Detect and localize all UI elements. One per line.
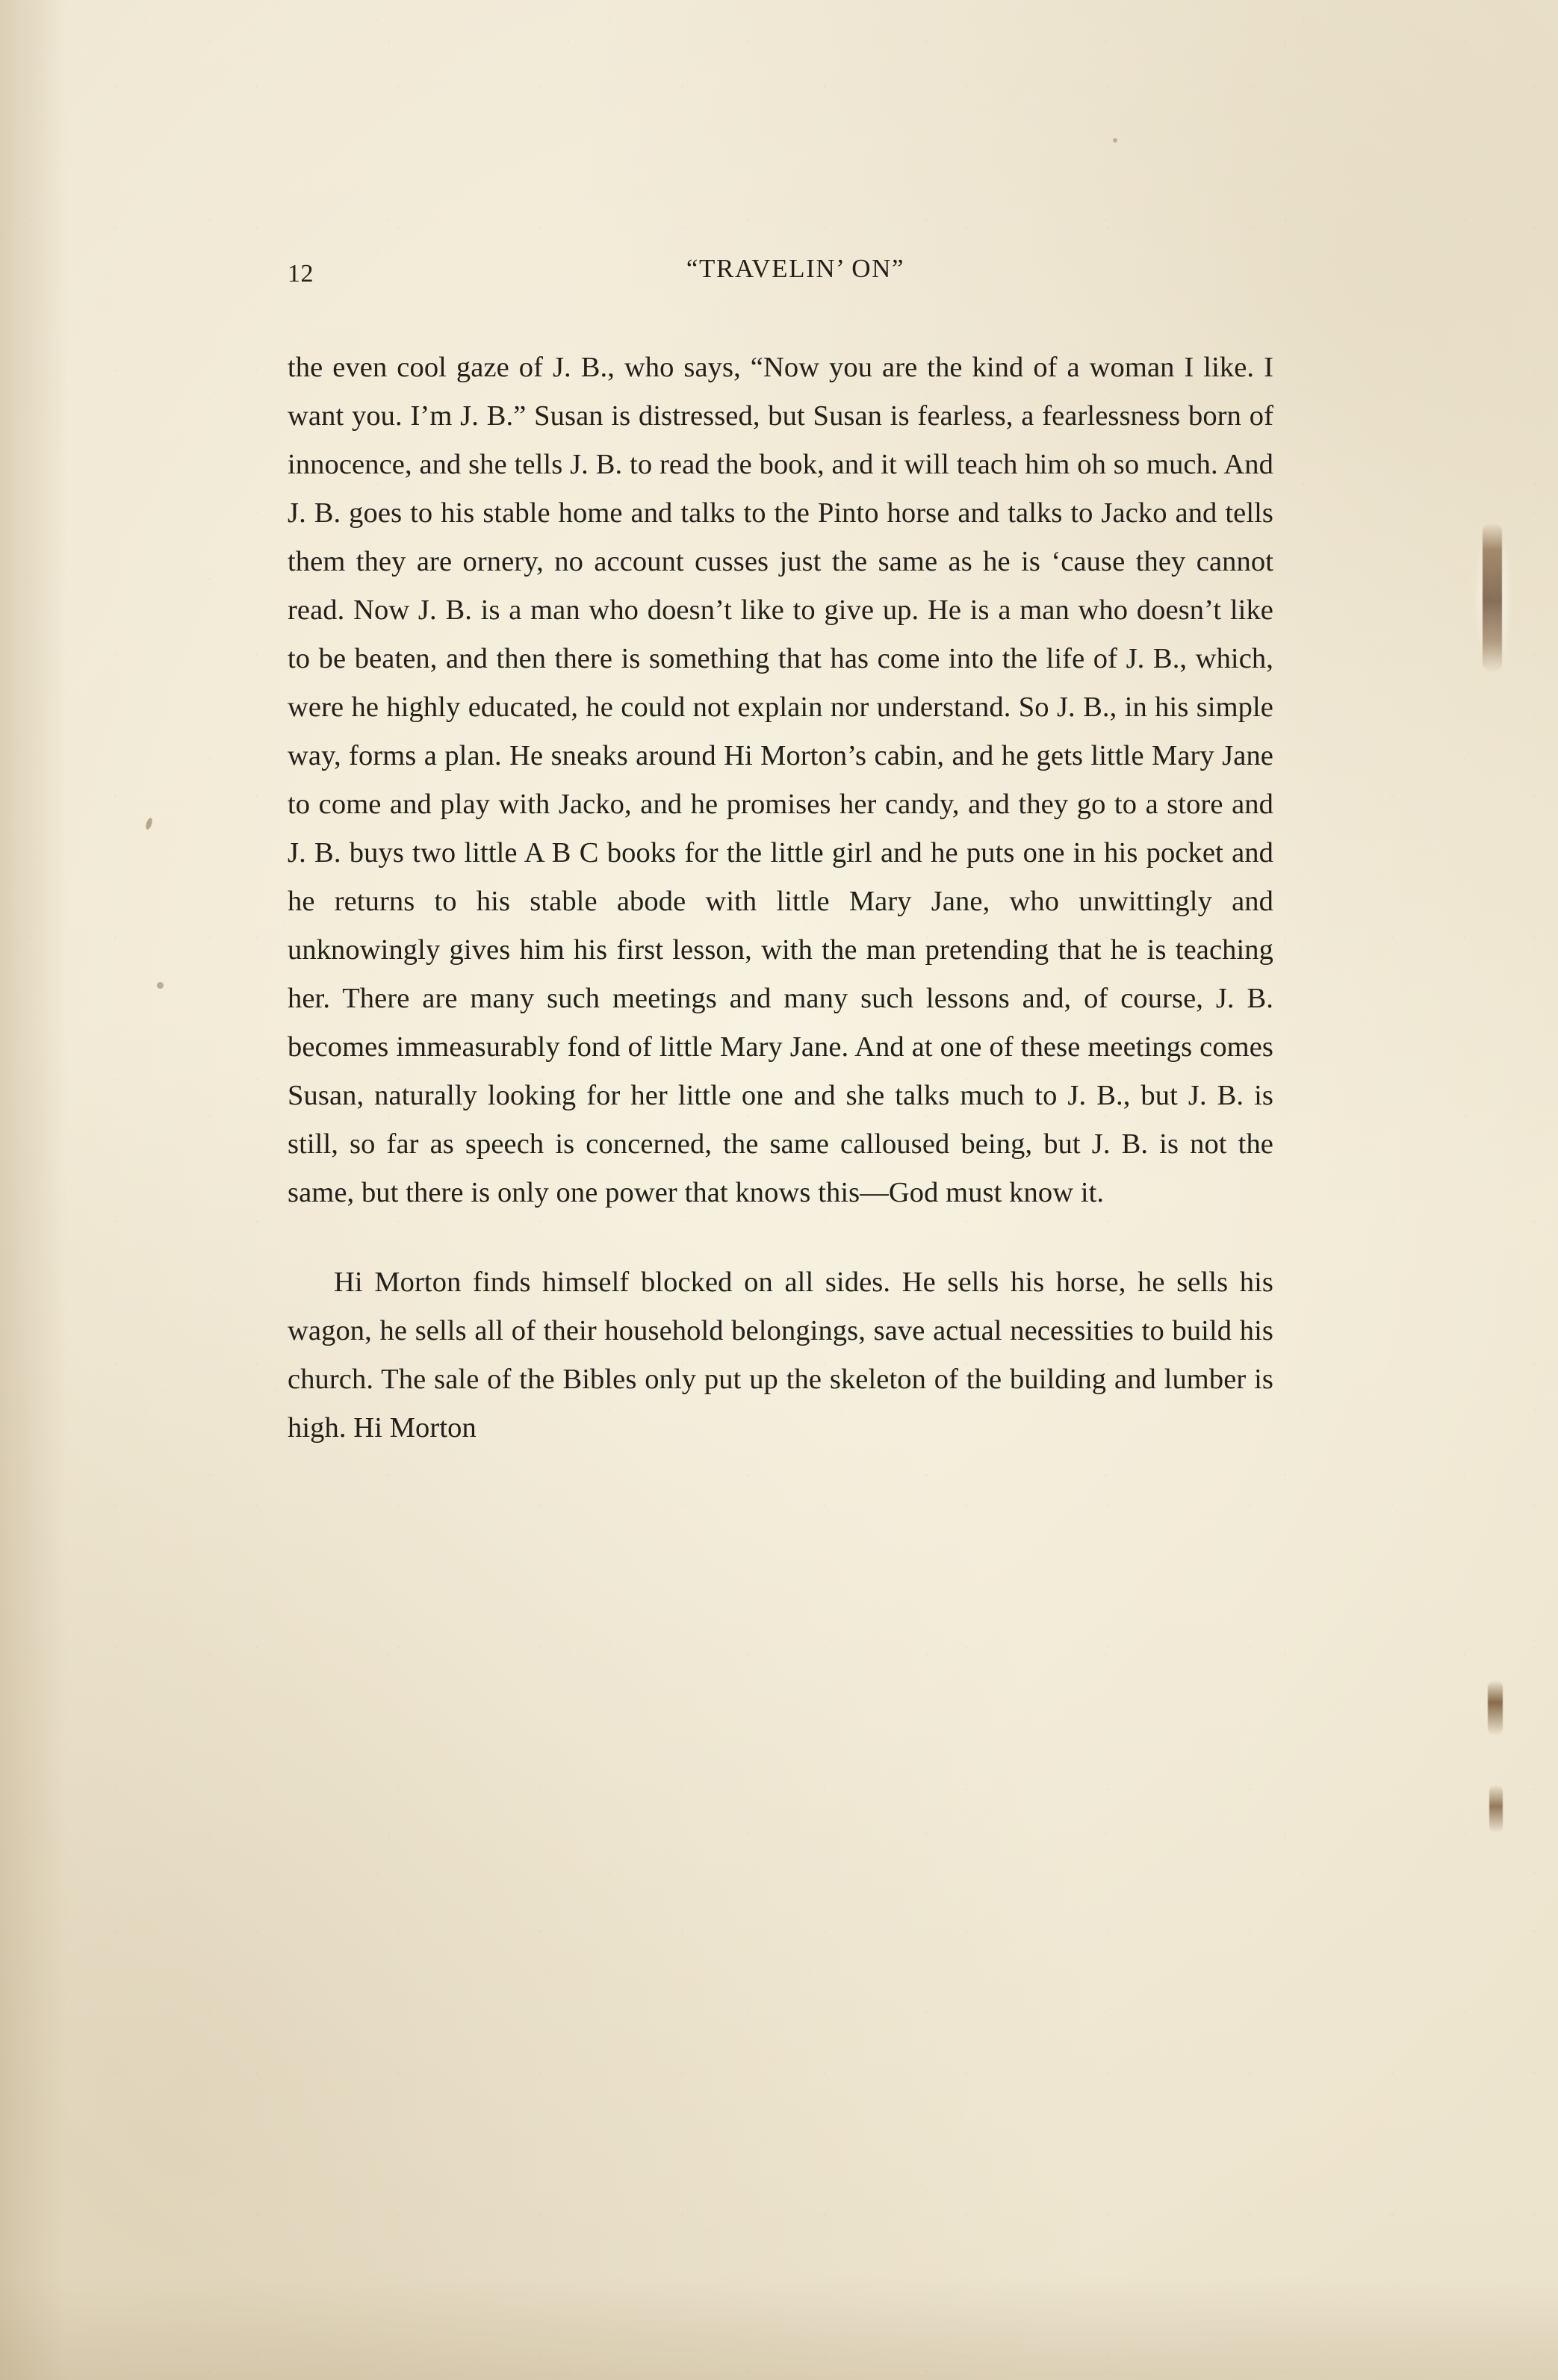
running-head <box>288 254 1273 299</box>
running-head-title: “TRAVELIN’ ON” <box>686 254 905 283</box>
paper-fleck <box>157 982 164 989</box>
body-paragraph: Hi Morton finds himself blocked on all sides. He sells his horse, he sells his wagon, he sells all of their household belongings, save actual necessities to build his church. The sale of the Bibles only put up the skeleton of the building and lumber is high. Hi Morton <box>288 1267 1273 1444</box>
staple-mark-top <box>1483 523 1502 672</box>
staple-mark-lower <box>1489 1785 1503 1833</box>
text-block <box>288 254 1273 1452</box>
paper-fleck <box>1113 138 1117 143</box>
page-edge-shadow-left <box>0 0 67 2380</box>
page-number: 12 <box>288 260 314 288</box>
page-edge-shadow-bottom <box>0 2275 1558 2380</box>
binding-halo <box>1465 493 1521 702</box>
staple-mark-middle <box>1488 1680 1503 1736</box>
paper-fleck <box>145 817 154 830</box>
body-paragraph: the even cool gaze of J. B., who says, “Now you are the kind of a woman I like. I want you. I’m J. B.” Susan is distressed, but Susan is fearless, a fearlessness born of innocence, and she tells J. B. to read the book, and it will teach him oh so much. And J. B. goes to his stable home and talks to the Pinto horse and talks to Jacko and tells them they are ornery, no account cusses just the same as he is ‘cause they cannot read. Now J. B. is a man who doesn’t like to give up. He is a man who doesn’t like to be beaten, and then there is something that has come into the life of J. B., which, were he highly educated, he could not explain nor understand. So J. B., in his simple way, forms a plan. He sneaks around Hi Morton’s cabin, and he gets little Mary Jane to come and play with Jacko, and he promises her candy, and they go to a store and J. B. buys two little A B C books for the little girl and he puts one in his pocket and he returns to his stable abode with little Mary Jane, who unwittingly and unknowingly gives him his first lesson, with the man pretending that he is teaching her. There are many such meetings and many such lessons and, of course, J. B. becomes immeasurably fond of little Mary Jane. And at one of these meetings comes Susan, naturally looking for her little one and she talks much to J. B., but J. B. is still, so far as speech is concerned, the same calloused being, but J. B. is not the same, but there is only one power that knows this—God must know it. <box>288 352 1273 1208</box>
